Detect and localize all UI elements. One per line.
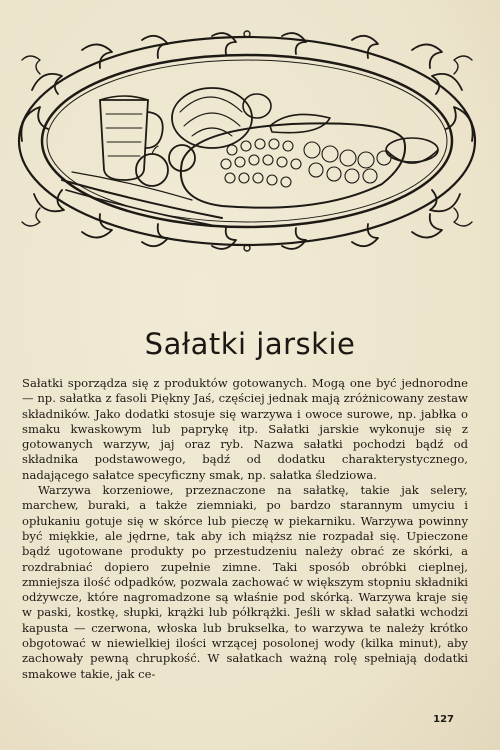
paragraph: Sałatki sporządza się z produktów gotowanych. Mogą one być jednorodne — np. sałatka z fasoli Piękny Jaś, częściej jednak mają zróżnicowany zestaw składników. Jako dodatki stosuje się warzywa i owoce surowe, np. jabłka o smaku kwaskowym lub paprykę itp. Sałatki jarskie wykonuje się z gotowanych warzyw, jaj oraz ryb. Nazwa sałatki pochodzi bądź od składnika podstawowego, bądź od dodatku charakterystycznego, nadającego sałatce specyficzny smak, np. sałatka śledziowa. [22, 376, 468, 482]
body-text [22, 376, 468, 682]
page-number: 127 [433, 714, 454, 725]
page-title: Sałatki jarskie [144, 327, 356, 362]
paragraph: Warzywa korzeniowe, przeznaczone na sałatkę, takie jak selery, marchew, buraki, a także ziemniaki, po bardzo starannym umyciu i opłukaniu gotuje się w skórce lub pieczę w piekarniku. Warzywa powinny być miękkie, ale jędrne, tak aby ich miąższ nie rozpadał się. Upieczone bądź ugotowane produkty po przestudzeniu należy obrać ze skórki, a rozdrabniać dopiero zupełnie zimne. Taki sposób obróbki cieplnej, zmniejsza ilość odpadków, pozwala zachować w większym stopniu składniki odżywcze, które nagromadzone są właśnie pod skórką. Warzywa kraje się w paski, kostkę, słupki, krążki lub półkrążki. Jeśli w skład sałatki wchodzi kapusta — czerwona, włoska lub brukselka, to warzywa te należy krótko obgotować w niewielkiej ilości wrzącej posolonej wody (kilka minut), aby zachowały pewną chrupkość. W sałatkach ważną rolę spełniają dodatki smakowe takie, jak ce- [22, 483, 468, 681]
salad-illustration [12, 30, 482, 252]
